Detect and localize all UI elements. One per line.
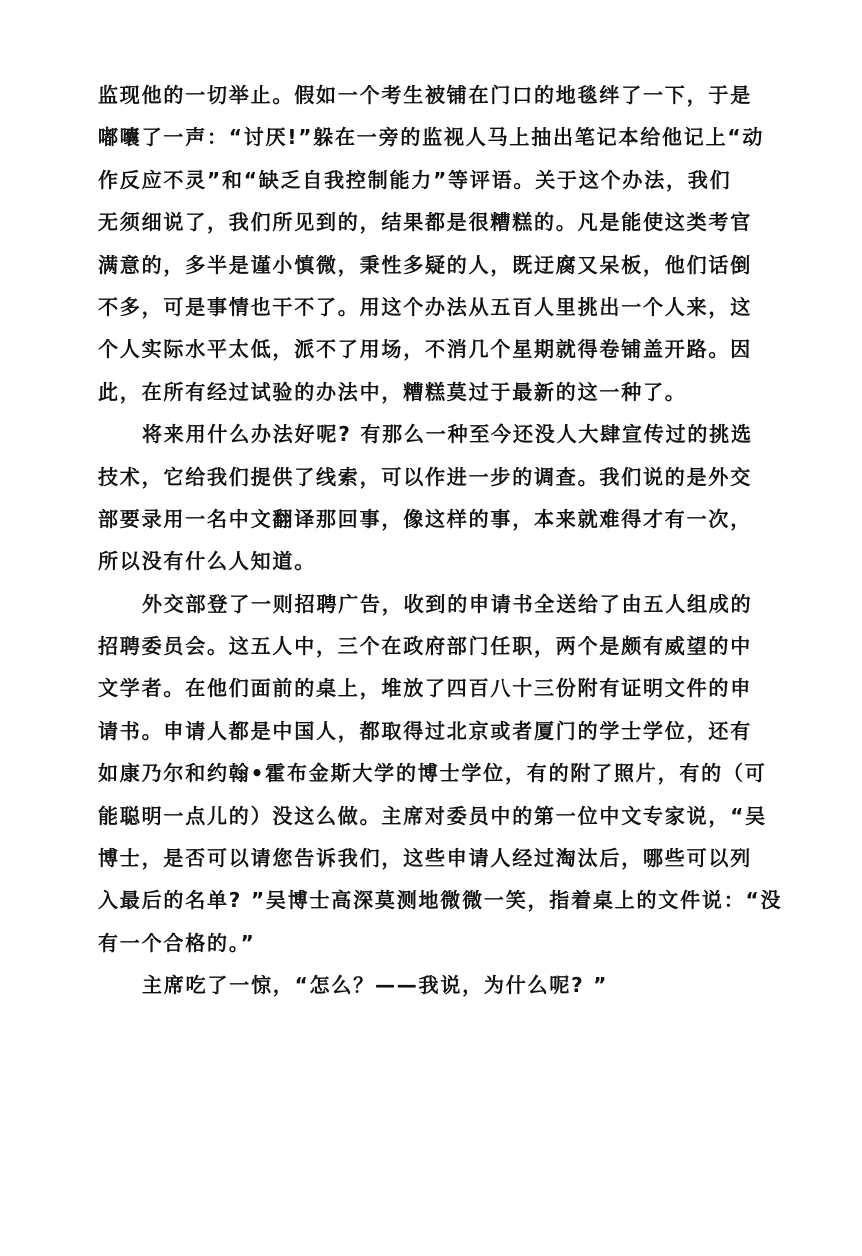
paragraph-start-line: 主席吃了一惊，“怎么？——我说，为什么呢? ”: [142, 973, 609, 998]
paragraph-start-line: 将来用什么办法好呢? 有那么一种至今还没人大肆宣传过的挑选: [142, 422, 753, 447]
document-body: [98, 74, 783, 1007]
text-line: 技术，它给我们提供了线索，可以作进一步的调查。我们说的是外交: [98, 464, 752, 489]
text-line: 监现他的一切举止。假如一个考生被铺在门口的地毯绊了一下，于是: [98, 83, 752, 107]
text-line: 如康乃尔和约翰•霍布金斯大学的博士学位，有的附了照片，有的（可: [98, 761, 767, 786]
text-line: 作反应不灵”和“缺乏自我控制能力”等评语。关于这个办法，我们: [98, 167, 732, 192]
text-line: 有一个合格的。”: [98, 930, 256, 955]
text-line: 能聪明一点儿的）没这么做。主席对委员中的第一位中文专家说，“吴: [98, 803, 767, 828]
text-line: 招聘委员会。这五人中，三个在政府部门任职，两个是颇有威望的中: [98, 634, 752, 659]
text-line: 所以没有什么人知道。: [98, 549, 316, 574]
text-line: 部要录用一名中文翻译那回事，像这样的事，本来就难得才有一次，: [98, 506, 752, 531]
paragraph-start-line: 外交部登了一则招聘广告，收到的申请书全送给了由五人组成的: [142, 591, 753, 616]
text-line: 不多，可是事情也干不了。用这个办法从五百人里挑出一个人来，这: [98, 294, 752, 319]
text-line: 入最后的名单? ”吴博士高深莫测地微微一笑，指着桌上的文件说：“没: [98, 888, 783, 913]
text-line: 博士，是否可以请您告诉我们，这些申请人经过淘汰后，哪些可以列: [98, 846, 752, 871]
text-line: 满意的，多半是谨小慎微，秉性多疑的人，既迂腐又呆板，他们话倒: [98, 252, 752, 277]
text-line: 此，在所有经过试验的办法中，糟糕莫过于最新的这一种了。: [98, 379, 687, 404]
text-line: 嘟囔了一声：“讨厌!”躲在一旁的监视人马上抽出笔记本给他记上“动: [98, 125, 765, 150]
text-line: 个人实际水平太低，派不了用场，不消几个星期就得卷铺盖开路。因: [98, 337, 752, 362]
text-line: 文学者。在他们面前的桌上，堆放了四百八十三份附有证明文件的申: [98, 676, 752, 701]
text-line: 请书。申请人都是中国人，都取得过北京或者厦门的学士学位，还有: [98, 718, 752, 743]
text-line: 无须细说了，我们所见到的，结果都是很糟糕的。凡是能使这类考官: [98, 210, 752, 235]
